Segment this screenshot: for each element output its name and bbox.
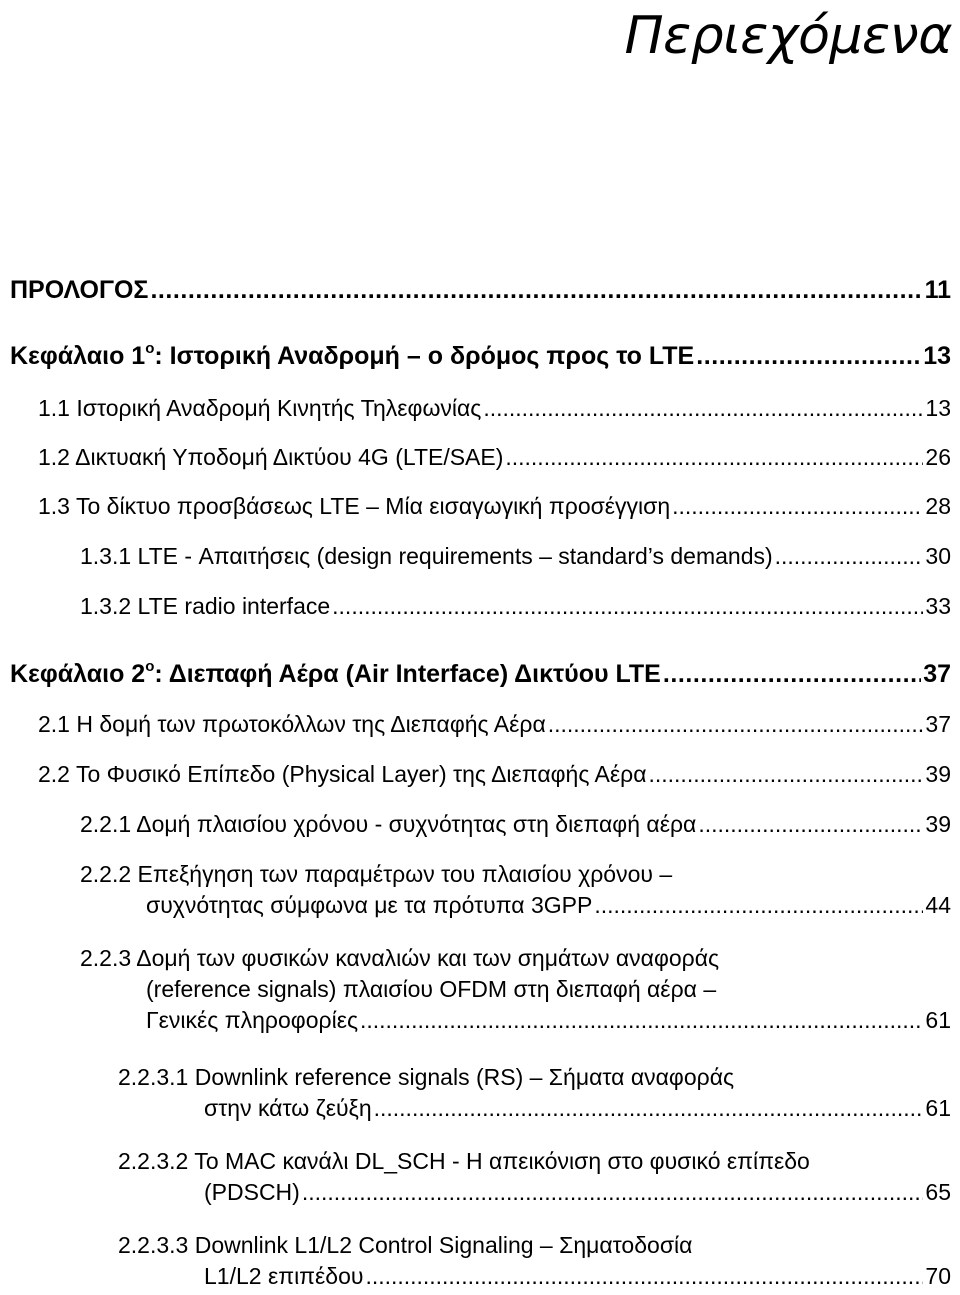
superscript: ο	[145, 339, 155, 357]
toc-leader-dots	[696, 342, 921, 371]
toc-leader-dots	[302, 1179, 924, 1206]
toc-leader-dots	[332, 593, 923, 620]
toc-leader-dots	[505, 444, 923, 471]
toc-entry-2-2-2[interactable]	[80, 861, 951, 919]
toc-entry-label: 2.1 Η δομή των πρωτοκόλλων της Διεπαφής Αέρα	[38, 711, 546, 737]
toc-page-number: 61	[925, 1007, 951, 1033]
toc-page-number: 70	[925, 1263, 951, 1289]
toc-entry-label: στην κάτω ζεύξη	[204, 1095, 372, 1121]
toc-page-number: 13	[923, 342, 951, 370]
toc-page-number: 65	[925, 1179, 951, 1205]
toc-entry-label: 1.3.2 LTE radio interface	[80, 593, 331, 619]
toc-entry-label: ΠΡΟΛΟΓΟΣ	[10, 276, 149, 304]
toc-entry-label: Κεφάλαιο $2^o$: Διεπαφή Αέρα (Air Interface) Δικτύου LTE	[10, 657, 661, 688]
toc-entry-label: συχνότητας σύμφωνα με τα πρότυπα 3GPP	[146, 892, 593, 918]
toc-entry-2-1[interactable]	[38, 711, 951, 738]
toc-page-number: 28	[925, 493, 951, 519]
toc-page-number: 26	[925, 444, 951, 470]
toc-entry-label: L1/L2 επιπέδου	[204, 1263, 364, 1289]
toc-entry-label: 1.3.1 LTE - Απαιτήσεις (design requirements – standard’s demands)	[80, 543, 773, 569]
toc-entry-label: (PDSCH)	[204, 1179, 300, 1205]
toc-entry-label: 1.3 Το δίκτυο προσβάσεως LTE – Μία εισαγωγική προσέγγιση	[38, 493, 671, 519]
toc-entry-1-3-1[interactable]	[80, 543, 951, 570]
toc-page-number: 39	[925, 761, 951, 787]
toc-leader-dots	[594, 892, 923, 919]
toc-entry-label-line: 2.2.3.3 Downlink L1/L2 Control Signaling – Σηματοδοσία	[118, 1232, 693, 1258]
toc-entry-prologos[interactable]	[10, 276, 951, 305]
toc-entry-label-line: 2.2.3 Δομή των φυσικών καναλιών και των σημάτων αναφοράς	[80, 945, 720, 971]
toc-page-number: 61	[925, 1095, 951, 1121]
toc-entry-label: 2.2.1 Δομή πλαισίου χρόνου - συχνότητας στη διεπαφή αέρα	[80, 811, 697, 837]
page-title: Περιεχόμενα	[624, 6, 952, 66]
toc-page-number: 37	[925, 711, 951, 737]
toc-entry-2-2[interactable]	[38, 761, 951, 788]
toc-page-number: 13	[925, 395, 951, 421]
toc-entry-2-2-1[interactable]	[80, 811, 951, 838]
toc-leader-dots	[672, 493, 923, 520]
toc-entry-label-line: (reference signals) πλαισίου OFDM στη διεπαφή αέρα –	[146, 976, 717, 1002]
toc-entry-label: Κεφάλαιο $1^o$: Ιστορική Αναδρομή – ο δρόμος προς το LTE	[10, 339, 695, 370]
toc-leader-dots	[698, 811, 923, 838]
toc-entry-1-3[interactable]	[38, 493, 951, 520]
toc-entry-label-line: 2.2.3.2 Το MAC κανάλι DL_SCH - Η απεικόνιση στο φυσικό επίπεδο	[118, 1148, 810, 1174]
toc-leader-dots	[775, 543, 924, 570]
toc-page-number: 11	[924, 276, 951, 304]
toc-leader-dots	[649, 761, 924, 788]
toc-entry-1-3-2[interactable]	[80, 593, 951, 620]
toc-entry-label-line: 2.2.3.1 Downlink reference signals (RS) – Σήματα αναφοράς	[118, 1064, 735, 1090]
toc-leader-dots	[374, 1095, 924, 1122]
toc-entry-chapter-1[interactable]	[10, 339, 951, 371]
toc-entry-2-2-3-1[interactable]	[118, 1064, 951, 1122]
toc-entry-label: Γενικές πληροφορίες	[146, 1007, 359, 1033]
toc-page-number: 33	[925, 593, 951, 619]
toc-leader-dots	[150, 276, 922, 305]
toc-entry-2-2-3[interactable]	[80, 945, 951, 1034]
toc-entry-1-1[interactable]	[38, 395, 951, 422]
superscript: ο	[145, 657, 155, 675]
toc-page-number: 39	[925, 811, 951, 837]
toc-page-number: 44	[925, 892, 951, 918]
toc-entry-1-2[interactable]	[38, 444, 951, 471]
toc-entry-2-2-3-2[interactable]	[118, 1148, 951, 1206]
toc-entry-2-2-3-3[interactable]	[118, 1232, 951, 1290]
toc-entry-label: 2.2 Το Φυσικό Επίπεδο (Physical Layer) της Διεπαφής Αέρα	[38, 761, 647, 787]
toc-page-number: 37	[923, 660, 951, 688]
toc-leader-dots	[365, 1263, 923, 1290]
toc-leader-dots	[663, 660, 921, 689]
toc-entry-label: 1.2 Δικτυακή Υποδομή Δικτύου 4G (LTE/SAE)	[38, 444, 504, 470]
toc-leader-dots	[483, 395, 923, 422]
toc-entry-label: 1.1 Ιστορική Αναδρομή Κινητής Τηλεφωνίας	[38, 395, 482, 421]
toc-page-number: 30	[925, 543, 951, 569]
toc-leader-dots	[360, 1007, 923, 1034]
toc-leader-dots	[548, 711, 924, 738]
toc-entry-chapter-2[interactable]	[10, 657, 951, 689]
toc-entry-label-line: 2.2.2 Επεξήγηση των παραμέτρων του πλαισίου χρόνου –	[80, 861, 673, 887]
